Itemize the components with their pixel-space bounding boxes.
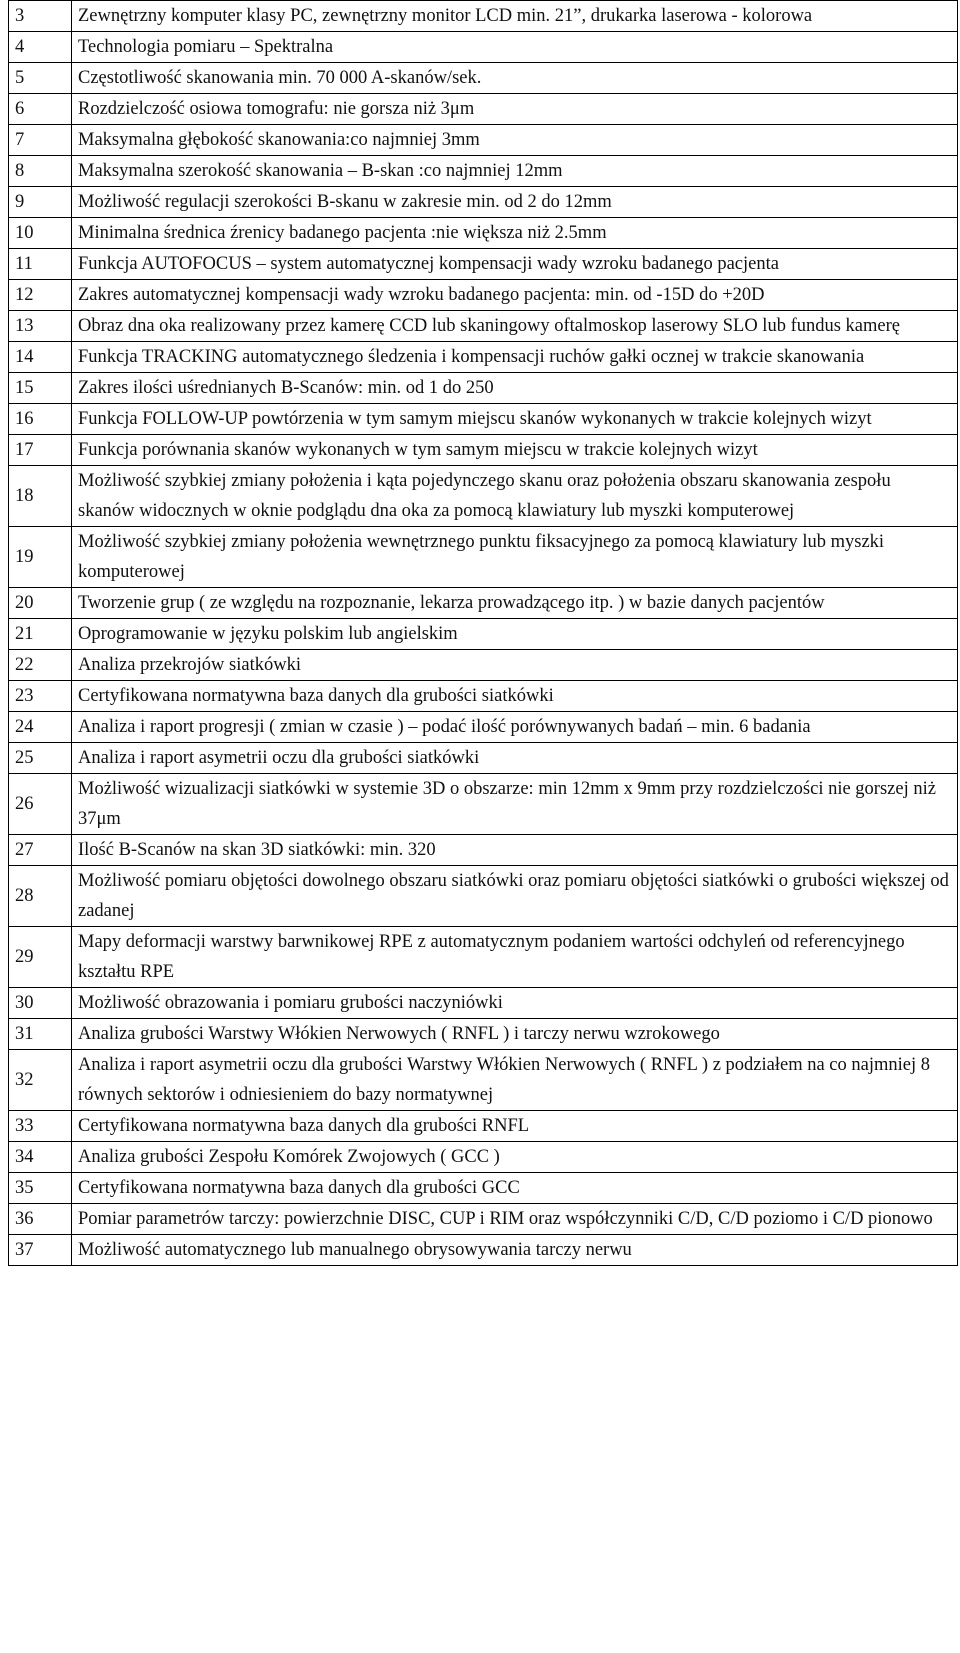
- table-row: [9, 1235, 958, 1266]
- row-number: 14: [9, 342, 72, 373]
- row-number: 6: [9, 94, 72, 125]
- row-description: Mapy deformacji warstwy barwnikowej RPE z automatycznym podaniem wartości odchyleń od referencyjnego kształtu RPE: [72, 927, 958, 988]
- row-description: Certyfikowana normatywna baza danych dla grubości RNFL: [72, 1111, 958, 1142]
- row-number: 37: [9, 1235, 72, 1266]
- row-number: 8: [9, 156, 72, 187]
- row-description: Możliwość obrazowania i pomiaru grubości naczyniówki: [72, 988, 958, 1019]
- table-row: [9, 835, 958, 866]
- row-description: Tworzenie grup ( ze względu na rozpoznanie, lekarza prowadzącego itp. ) w bazie danych pacjentów: [72, 588, 958, 619]
- table-row: [9, 32, 958, 63]
- row-number: 5: [9, 63, 72, 94]
- row-number: 27: [9, 835, 72, 866]
- table-row: [9, 927, 958, 988]
- table-row: [9, 988, 958, 1019]
- row-number: 23: [9, 681, 72, 712]
- table-row: [9, 218, 958, 249]
- row-number: 34: [9, 1142, 72, 1173]
- row-number: 7: [9, 125, 72, 156]
- row-number: 20: [9, 588, 72, 619]
- row-description: Analiza i raport progresji ( zmian w czasie ) – podać ilość porównywanych badań – min. 6 badania: [72, 712, 958, 743]
- row-number: 3: [9, 1, 72, 32]
- row-number: 21: [9, 619, 72, 650]
- row-number: 24: [9, 712, 72, 743]
- table-row: [9, 1019, 958, 1050]
- row-description: Funkcja AUTOFOCUS – system automatycznej kompensacji wady wzroku badanego pacjenta: [72, 249, 958, 280]
- row-number: 22: [9, 650, 72, 681]
- row-description: Minimalna średnica źrenicy badanego pacjenta :nie większa niż 2.5mm: [72, 218, 958, 249]
- table-row: [9, 94, 958, 125]
- table-row: [9, 1142, 958, 1173]
- table-row: [9, 249, 958, 280]
- table-row: [9, 404, 958, 435]
- row-number: 33: [9, 1111, 72, 1142]
- row-description: Analiza grubości Warstwy Włókien Nerwowych ( RNFL ) i tarczy nerwu wzrokowego: [72, 1019, 958, 1050]
- row-description: Zewnętrzny komputer klasy PC, zewnętrzny monitor LCD min. 21”, drukarka laserowa - kolorowa: [72, 1, 958, 32]
- row-number: 4: [9, 32, 72, 63]
- row-number: 16: [9, 404, 72, 435]
- row-number: 32: [9, 1050, 72, 1111]
- row-description: Rozdzielczość osiowa tomografu: nie gorsza niż 3μm: [72, 94, 958, 125]
- row-description: Analiza i raport asymetrii oczu dla grubości Warstwy Włókien Nerwowych ( RNFL ) z podziałem na co najmniej 8 równych sektorów i odniesieniem do bazy normatywnej: [72, 1050, 958, 1111]
- specification-table: [8, 0, 958, 1266]
- table-row: [9, 466, 958, 527]
- row-description: Maksymalna szerokość skanowania – B-skan :co najmniej 12mm: [72, 156, 958, 187]
- row-number: 36: [9, 1204, 72, 1235]
- table-row: [9, 774, 958, 835]
- row-description: Certyfikowana normatywna baza danych dla grubości siatkówki: [72, 681, 958, 712]
- row-number: 15: [9, 373, 72, 404]
- table-row: [9, 373, 958, 404]
- row-number: 10: [9, 218, 72, 249]
- row-description: Oprogramowanie w języku polskim lub angielskim: [72, 619, 958, 650]
- row-description: Analiza i raport asymetrii oczu dla grubości siatkówki: [72, 743, 958, 774]
- table-row: [9, 619, 958, 650]
- table-row: [9, 588, 958, 619]
- row-description: Możliwość szybkiej zmiany położenia wewnętrznego punktu fiksacyjnego za pomocą klawiatury lub myszki komputerowej: [72, 527, 958, 588]
- row-number: 29: [9, 927, 72, 988]
- row-description: Funkcja FOLLOW-UP powtórzenia w tym samym miejscu skanów wykonanych w trakcie kolejnych wizyt: [72, 404, 958, 435]
- row-description: Obraz dna oka realizowany przez kamerę CCD lub skaningowy oftalmoskop laserowy SLO lub fundus kamerę: [72, 311, 958, 342]
- specification-table-body: [9, 1, 958, 1266]
- row-number: 18: [9, 466, 72, 527]
- row-number: 25: [9, 743, 72, 774]
- table-row: [9, 1, 958, 32]
- row-description: Zakres ilości uśrednianych B-Scanów: min. od 1 do 250: [72, 373, 958, 404]
- table-row: [9, 1204, 958, 1235]
- row-description: Pomiar parametrów tarczy: powierzchnie DISC, CUP i RIM oraz współczynniki C/D, C/D poziomo i C/D pionowo: [72, 1204, 958, 1235]
- row-description: Technologia pomiaru – Spektralna: [72, 32, 958, 63]
- table-row: [9, 63, 958, 94]
- table-row: [9, 1050, 958, 1111]
- row-description: Certyfikowana normatywna baza danych dla grubości GCC: [72, 1173, 958, 1204]
- table-row: [9, 156, 958, 187]
- row-number: 9: [9, 187, 72, 218]
- row-description: Zakres automatycznej kompensacji wady wzroku badanego pacjenta: min. od -15D do +20D: [72, 280, 958, 311]
- row-description: Funkcja porównania skanów wykonanych w tym samym miejscu w trakcie kolejnych wizyt: [72, 435, 958, 466]
- row-number: 17: [9, 435, 72, 466]
- row-description: Ilość B-Scanów na skan 3D siatkówki: min. 320: [72, 835, 958, 866]
- row-description: Możliwość automatycznego lub manualnego obrysowywania tarczy nerwu: [72, 1235, 958, 1266]
- row-number: 11: [9, 249, 72, 280]
- row-description: Możliwość pomiaru objętości dowolnego obszaru siatkówki oraz pomiaru objętości siatkówki o grubości większej od zadanej: [72, 866, 958, 927]
- row-description: Maksymalna głębokość skanowania:co najmniej 3mm: [72, 125, 958, 156]
- table-row: [9, 1173, 958, 1204]
- table-row: [9, 743, 958, 774]
- row-number: 28: [9, 866, 72, 927]
- row-description: Funkcja TRACKING automatycznego śledzenia i kompensacji ruchów gałki ocznej w trakcie skanowania: [72, 342, 958, 373]
- row-description: Możliwość regulacji szerokości B-skanu w zakresie min. od 2 do 12mm: [72, 187, 958, 218]
- table-row: [9, 311, 958, 342]
- table-row: [9, 125, 958, 156]
- row-description: Częstotliwość skanowania min. 70 000 A-skanów/sek.: [72, 63, 958, 94]
- table-row: [9, 681, 958, 712]
- row-description: Analiza przekrojów siatkówki: [72, 650, 958, 681]
- table-row: [9, 435, 958, 466]
- table-row: [9, 650, 958, 681]
- table-row: [9, 1111, 958, 1142]
- row-number: 13: [9, 311, 72, 342]
- table-row: [9, 866, 958, 927]
- row-number: 19: [9, 527, 72, 588]
- row-description: Możliwość szybkiej zmiany położenia i kąta pojedynczego skanu oraz położenia obszaru skanowania zespołu skanów widocznych w oknie podglądu dna oka za pomocą klawiatury lub myszki komputerowej: [72, 466, 958, 527]
- table-row: [9, 280, 958, 311]
- row-description: Analiza grubości Zespołu Komórek Zwojowych ( GCC ): [72, 1142, 958, 1173]
- row-number: 26: [9, 774, 72, 835]
- row-number: 30: [9, 988, 72, 1019]
- row-description: Możliwość wizualizacji siatkówki w systemie 3D o obszarze: min 12mm x 9mm przy rozdzielczości nie gorszej niż 37μm: [72, 774, 958, 835]
- row-number: 35: [9, 1173, 72, 1204]
- table-row: [9, 712, 958, 743]
- table-row: [9, 187, 958, 218]
- table-row: [9, 527, 958, 588]
- row-number: 31: [9, 1019, 72, 1050]
- row-number: 12: [9, 280, 72, 311]
- table-row: [9, 342, 958, 373]
